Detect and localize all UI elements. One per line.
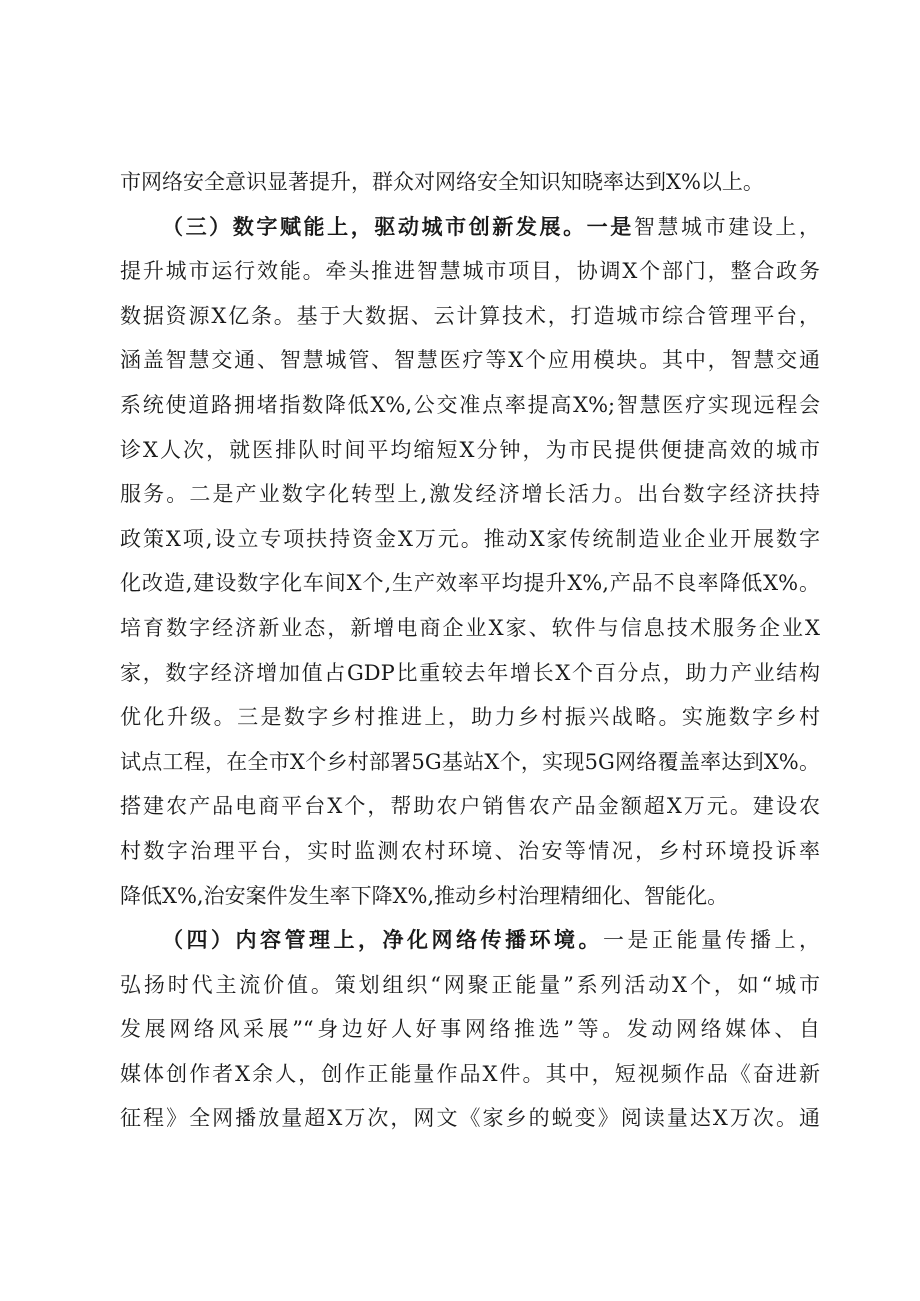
text-line (120, 472, 820, 517)
text-segment: 搭建农产品电商平台X个，帮助农户销售农产品金额超X万元。建设农 (120, 794, 820, 819)
text-line (120, 740, 820, 785)
text-segment: 智慧城市建设上， (633, 214, 820, 239)
text-segment: 培育数字经济新业态，新增电商企业X家、软件与信息技术服务企业X (120, 615, 820, 640)
text-segment: 试点工程，在全市X个乡村部署5G基站X个，实现5G网络覆盖率达到X%。 (120, 749, 820, 774)
text-segment: 数据资源X亿条。基于大数据、云计算技术，打造城市综合管理平台， (120, 303, 820, 328)
text-segment: 诊X人次，就医排队时间平均缩短X分钟，为市民提供便捷高效的城市 (120, 437, 820, 462)
text-segment: 媒体创作者X余人，创作正能量作品X件。其中，短视频作品《奋进新 (120, 1061, 820, 1086)
text-line (120, 1007, 820, 1052)
text-line (120, 784, 820, 829)
text-segment: 弘扬时代主流价值。策划组织“网聚正能量”系列活动X个，如“城市 (120, 972, 820, 997)
text-line (120, 338, 820, 383)
text-line (120, 205, 820, 250)
text-segment: 一是正能量传播上， (603, 928, 820, 953)
text-line (120, 1096, 820, 1141)
text-line (120, 517, 820, 562)
text-line (120, 918, 820, 963)
text-line (120, 160, 820, 205)
text-line (120, 874, 820, 919)
text-segment: 提升城市运行效能。牵头推进智慧城市项目，协调X个部门，整合政务 (120, 259, 820, 284)
bold-text-segment: （四）内容管理上，净化网络传播环境。 (162, 927, 603, 953)
text-line (120, 1052, 820, 1097)
text-segment: 降低X%,治安案件发生率下降X%,推动乡村治理精细化、智能化。 (120, 883, 729, 908)
text-segment: 家，数字经济增加值占GDP比重较去年增长X个百分点，助力产业结构 (120, 660, 820, 685)
text-line (120, 561, 820, 606)
text-segment: 涵盖智慧交通、智慧城管、智慧医疗等X个应用模块。其中，智慧交通 (120, 348, 820, 373)
text-line (120, 606, 820, 651)
text-line (120, 829, 820, 874)
text-segment: 发展网络风采展”“身边好人好事网络推选”等。发动网络媒体、自 (120, 1017, 820, 1042)
text-line (120, 651, 820, 696)
text-segment: 政策X项,设立专项扶持资金X万元。推动X家传统制造业企业开展数字 (120, 526, 820, 551)
text-line (120, 294, 820, 339)
bold-text-segment: 一是 (586, 213, 634, 239)
text-line (120, 963, 820, 1008)
document-body (120, 160, 820, 1141)
text-line (120, 695, 820, 740)
text-segment: 化改造,建设数字化车间X个,生产效率平均提升X%,产品不良率降低X%。 (120, 571, 820, 596)
text-segment: 优化升级。三是数字乡村推进上，助力乡村振兴战略。实施数字乡村 (120, 705, 820, 730)
text-segment: 征程》全网播放量超X万次，网文《家乡的蜕变》阅读量达X万次。通 (120, 1106, 820, 1131)
text-segment: 市网络安全意识显著提升，群众对网络安全知识知晓率达到X%以上。 (120, 170, 764, 194)
text-segment: 系统使道路拥堵指数降低X%,公交准点率提高X%;智慧医疗实现远程会 (120, 392, 820, 417)
bold-text-segment: （三）数字赋能上，驱动城市创新发展。 (162, 213, 587, 239)
text-segment: 服务。二是产业数字化转型上,激发经济增长活力。出台数字经济扶持 (120, 482, 820, 507)
text-line (120, 383, 820, 428)
text-segment: 村数字治理平台，实时监测农村环境、治安等情况，乡村环境投诉率 (120, 838, 820, 863)
text-line (120, 428, 820, 473)
text-line (120, 249, 820, 294)
